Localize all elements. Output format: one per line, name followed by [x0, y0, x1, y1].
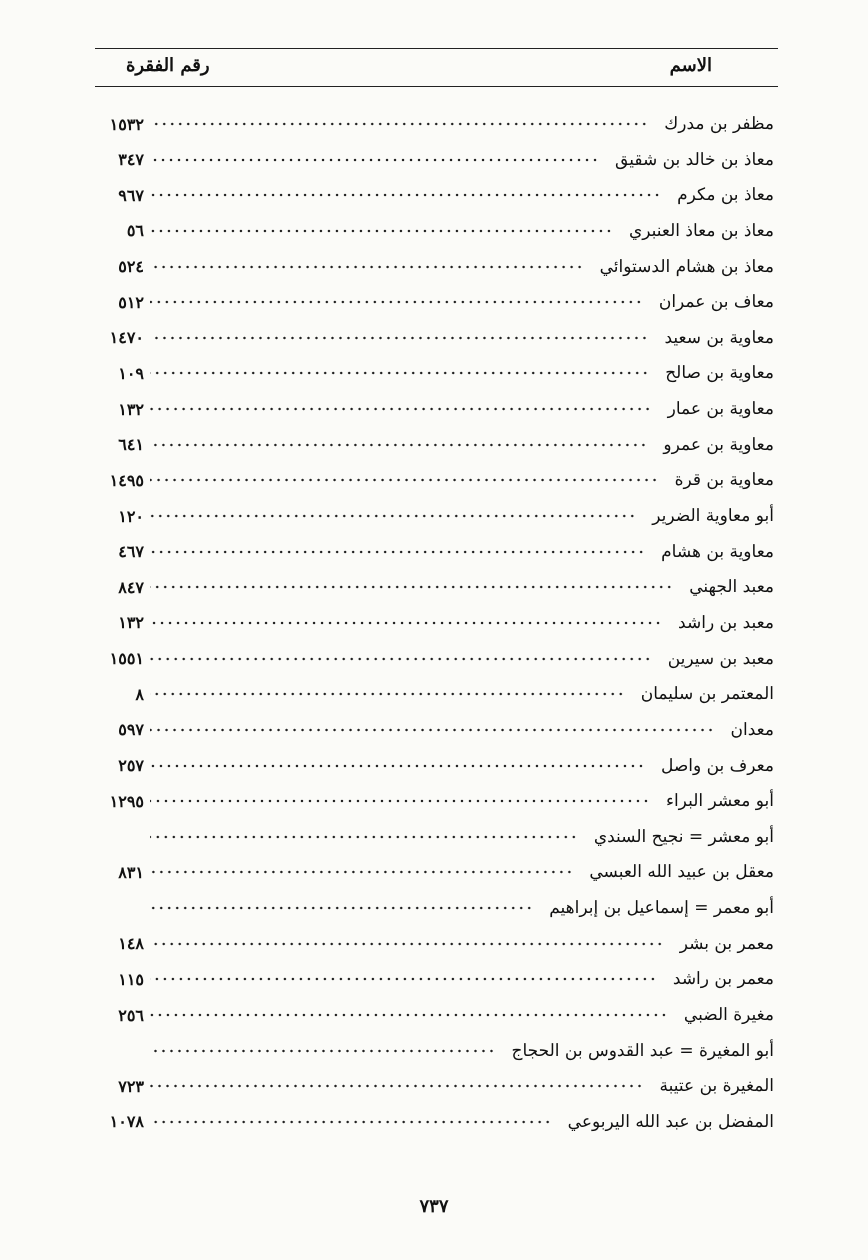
- entry-paragraph-number: ١٤٨: [118, 934, 144, 954]
- dot-leader: [150, 186, 661, 204]
- entry-name: معاذ بن خالد بن شقيق: [615, 149, 774, 170]
- index-entry: [86, 645, 778, 673]
- dot-leader: [150, 364, 649, 382]
- entry-name: معاوية بن عمار: [667, 399, 774, 420]
- dot-leader: [150, 578, 673, 596]
- index-entry: [86, 288, 778, 316]
- index-entry: [86, 502, 778, 530]
- entry-paragraph-number: ١٤٧٠: [109, 328, 144, 348]
- entry-paragraph-number: ٤٦٧: [118, 542, 144, 562]
- dot-leader: [150, 935, 664, 953]
- entry-name: مغيرة الضبي: [683, 1005, 774, 1026]
- index-entry: [86, 965, 778, 993]
- entry-name: معبد بن سيرين: [667, 648, 774, 669]
- dot-leader: [150, 543, 645, 561]
- entry-paragraph-number: ٦٤١: [118, 435, 144, 455]
- dot-leader: [150, 650, 652, 668]
- entry-paragraph-number: ١٣٢: [118, 613, 144, 633]
- entry-paragraph-number: ١١٥: [118, 969, 144, 989]
- entry-name: معاوية بن صالح: [665, 363, 774, 384]
- index-entry: [86, 858, 778, 886]
- index-entry: [86, 538, 778, 566]
- entry-paragraph-number: ٨٣١: [118, 862, 144, 882]
- entry-name: أبو معشر = نجيح السندي: [593, 826, 774, 847]
- index-entry: [86, 573, 778, 601]
- header-top-rule: [95, 48, 778, 49]
- dot-leader: [150, 400, 652, 418]
- dot-leader: [150, 258, 584, 276]
- entry-name: معبد الجهني: [689, 577, 774, 598]
- index-entry: [86, 752, 778, 780]
- entry-name: أبو معاوية الضرير: [652, 506, 774, 527]
- index-entry: [86, 894, 778, 922]
- index-entry: [86, 680, 778, 708]
- entry-name: معاذ بن معاذ العنبري: [628, 220, 774, 241]
- dot-leader: [150, 828, 578, 846]
- entry-paragraph-number: ٥٦: [126, 221, 144, 241]
- index-entry: [86, 1037, 778, 1065]
- entry-paragraph-number: ١٥٥١: [109, 649, 144, 669]
- dot-leader: [150, 293, 643, 311]
- entry-name: أبو معمر = إسماعيل بن إبراهيم: [549, 898, 774, 919]
- entry-paragraph-number: ١٠٩: [118, 363, 144, 383]
- index-entry: [86, 930, 778, 958]
- entry-name: معقل بن عبيد الله العبسي: [589, 862, 774, 883]
- index-entries-list: [86, 110, 778, 1136]
- dot-leader: [150, 614, 662, 632]
- entry-name: معدان: [730, 719, 774, 740]
- entry-name: معاوية بن سعيد: [664, 327, 774, 348]
- index-entry: [86, 787, 778, 815]
- index-entry: [86, 716, 778, 744]
- entry-paragraph-number: ٩٦٧: [118, 185, 144, 205]
- entry-paragraph-number: ١٠٧٨: [109, 1112, 144, 1132]
- dot-leader: [150, 1077, 644, 1095]
- entry-name: معمر بن راشد: [672, 969, 774, 990]
- index-entry: [86, 359, 778, 387]
- entry-name: أبو معشر البراء: [665, 791, 774, 812]
- index-entry: [86, 146, 778, 174]
- index-entry: [86, 181, 778, 209]
- index-entry: [86, 395, 778, 423]
- entry-paragraph-number: ١٥٣٢: [109, 114, 144, 134]
- entry-paragraph-number: ٣٤٧: [118, 150, 144, 170]
- entry-name: معبد بن راشد: [678, 612, 774, 633]
- dot-leader: [150, 792, 650, 810]
- entry-name: المفضل بن عبد الله اليربوعي: [567, 1111, 774, 1132]
- dot-leader: [150, 863, 573, 881]
- entry-paragraph-number: ٢٥٧: [118, 756, 144, 776]
- entry-name: معرف بن واصل: [660, 755, 774, 776]
- dot-leader: [150, 721, 715, 739]
- entry-name: أبو المغيرة = عبد القدوس بن الحجاج: [511, 1040, 774, 1061]
- index-entry: [86, 324, 778, 352]
- index-entry: [86, 217, 778, 245]
- index-entry: [86, 1001, 778, 1029]
- dot-leader: [150, 1042, 495, 1060]
- entry-paragraph-number: ٥٩٧: [118, 720, 144, 740]
- entry-name: معاذ بن هشام الدستوائي: [599, 256, 774, 277]
- dot-leader: [150, 1006, 668, 1024]
- index-entry: [86, 609, 778, 637]
- dot-leader: [150, 757, 645, 775]
- entry-paragraph-number: ٨٤٧: [118, 577, 144, 597]
- entry-name: المعتمر بن سليمان: [640, 684, 774, 705]
- entry-name: معاوية بن هشام: [661, 541, 774, 562]
- entry-name: معاذ بن مكرم: [677, 185, 774, 206]
- entry-paragraph-number: ١٤٩٥: [109, 470, 144, 490]
- entry-paragraph-number: ١٢٩٥: [109, 791, 144, 811]
- index-entry: [86, 1072, 778, 1100]
- entry-name: معاف بن عمران: [658, 292, 774, 313]
- page-number: ٧٣٧: [419, 1196, 449, 1217]
- dot-leader: [150, 115, 648, 133]
- header-bottom-rule: [95, 86, 778, 87]
- dot-leader: [150, 222, 613, 240]
- index-entry: [86, 1108, 778, 1136]
- dot-leader: [150, 685, 625, 703]
- index-entry: [86, 823, 778, 851]
- entry-paragraph-number: ٥٢٤: [118, 257, 144, 277]
- entry-paragraph-number: ٢٥٦: [118, 1005, 144, 1025]
- dot-leader: [150, 899, 533, 917]
- entry-paragraph-number: ١٣٢: [118, 399, 144, 419]
- column-header-name: الاسم: [669, 55, 712, 76]
- column-header-paragraph-number: رقم الفقرة: [126, 55, 210, 76]
- index-entry: [86, 110, 778, 138]
- entry-paragraph-number: ٥١٢: [118, 292, 144, 312]
- dot-leader: [150, 507, 636, 525]
- entry-name: معمر بن بشر: [679, 933, 774, 954]
- dot-leader: [150, 1113, 552, 1131]
- entry-name: معاوية بن عمرو: [663, 434, 774, 455]
- dot-leader: [150, 436, 647, 454]
- index-entry: [86, 466, 778, 494]
- index-entry: [86, 431, 778, 459]
- dot-leader: [150, 471, 659, 489]
- entry-name: مظفر بن مدرك: [664, 114, 774, 134]
- dot-leader: [150, 970, 657, 988]
- entry-name: المغيرة بن عتيبة: [659, 1076, 774, 1097]
- dot-leader: [150, 151, 599, 169]
- index-entry: [86, 253, 778, 281]
- entry-name: معاوية بن قرة: [674, 470, 774, 491]
- entry-paragraph-number: ١٢٠: [118, 506, 144, 526]
- dot-leader: [150, 329, 648, 347]
- entry-paragraph-number: ٧٢٣: [118, 1076, 144, 1096]
- entry-paragraph-number: ٨: [135, 684, 144, 704]
